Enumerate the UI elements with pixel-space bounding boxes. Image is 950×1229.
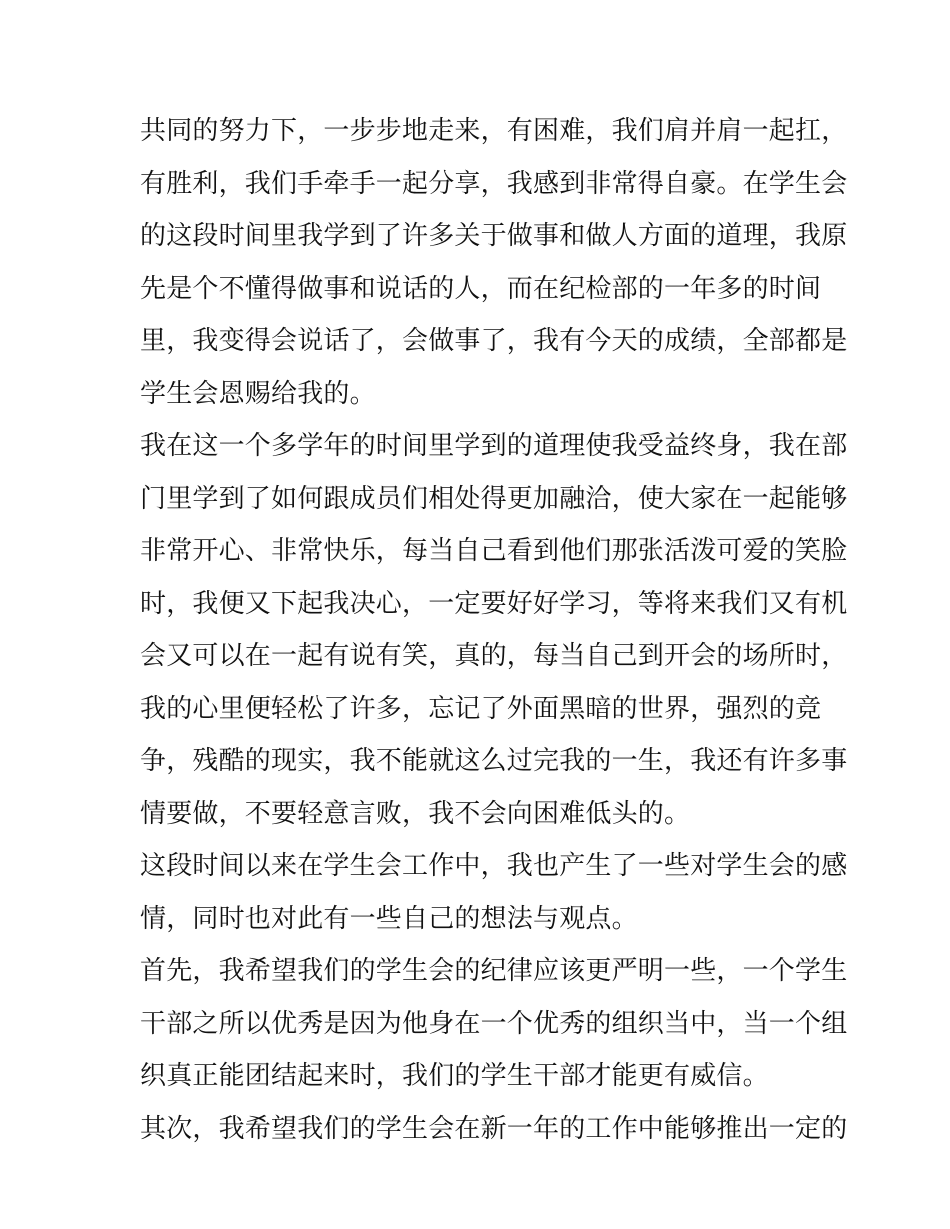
text-line: 干部之所以优秀是因为他身在一个优秀的组织当中，当一个组 [140, 1008, 848, 1039]
text-line: 时，我便又下起我决心，一定要好好学习，等将来我们又有机 [140, 588, 848, 619]
text-line: 情要做，不要轻意言败，我不会向困难低头的。 [140, 798, 691, 829]
text-line: 的这段时间里我学到了许多关于做事和做人方面的道理，我原 [140, 221, 848, 251]
text-line: 我在这一个多学年的时间里学到的道理使我受益终身，我在部 [140, 431, 848, 461]
text-line: 会又可以在一起有说有笑，真的，每当自己到开会的场所时， [140, 641, 848, 671]
text-line: 学生会恩赐给我的。 [140, 378, 376, 409]
text-line: 我的心里便轻松了许多，忘记了外面黑暗的世界，强烈的竞 [140, 693, 822, 724]
body-text [140, 105, 848, 1155]
text-line: 这段时间以来在学生会工作中，我也产生了一些对学生会的感 [140, 851, 848, 881]
text-line: 首先，我希望我们的学生会的纪律应该更严明一些，一个学生 [140, 956, 848, 986]
text-line: 里，我变得会说话了，会做事了，我有今天的成绩，全部都是 [140, 326, 848, 356]
text-line: 情，同时也对此有一些自己的想法与观点。 [140, 903, 638, 934]
text-line: 先是个不懂得做事和说话的人，而在纪检部的一年多的时间 [140, 273, 822, 304]
text-line: 门里学到了如何跟成员们相处得更加融洽，使大家在一起能够 [140, 483, 848, 514]
text-line: 有胜利，我们手牵手一起分享，我感到非常得自豪。在学生会 [140, 168, 848, 199]
text-line: 织真正能团结起来时，我们的学生干部才能更有威信。 [140, 1061, 769, 1091]
text-line: 共同的努力下，一步步地走来，有困难，我们肩并肩一起扛， [140, 116, 848, 146]
text-line: 其次，我希望我们的学生会在新一年的工作中能够推出一定的 [140, 1113, 848, 1144]
text-line: 非常开心、非常快乐，每当自己看到他们那张活泼可爱的笑脸 [140, 536, 848, 566]
text-line: 争，残酷的现实，我不能就这么过完我的一生，我还有许多事 [140, 746, 848, 776]
